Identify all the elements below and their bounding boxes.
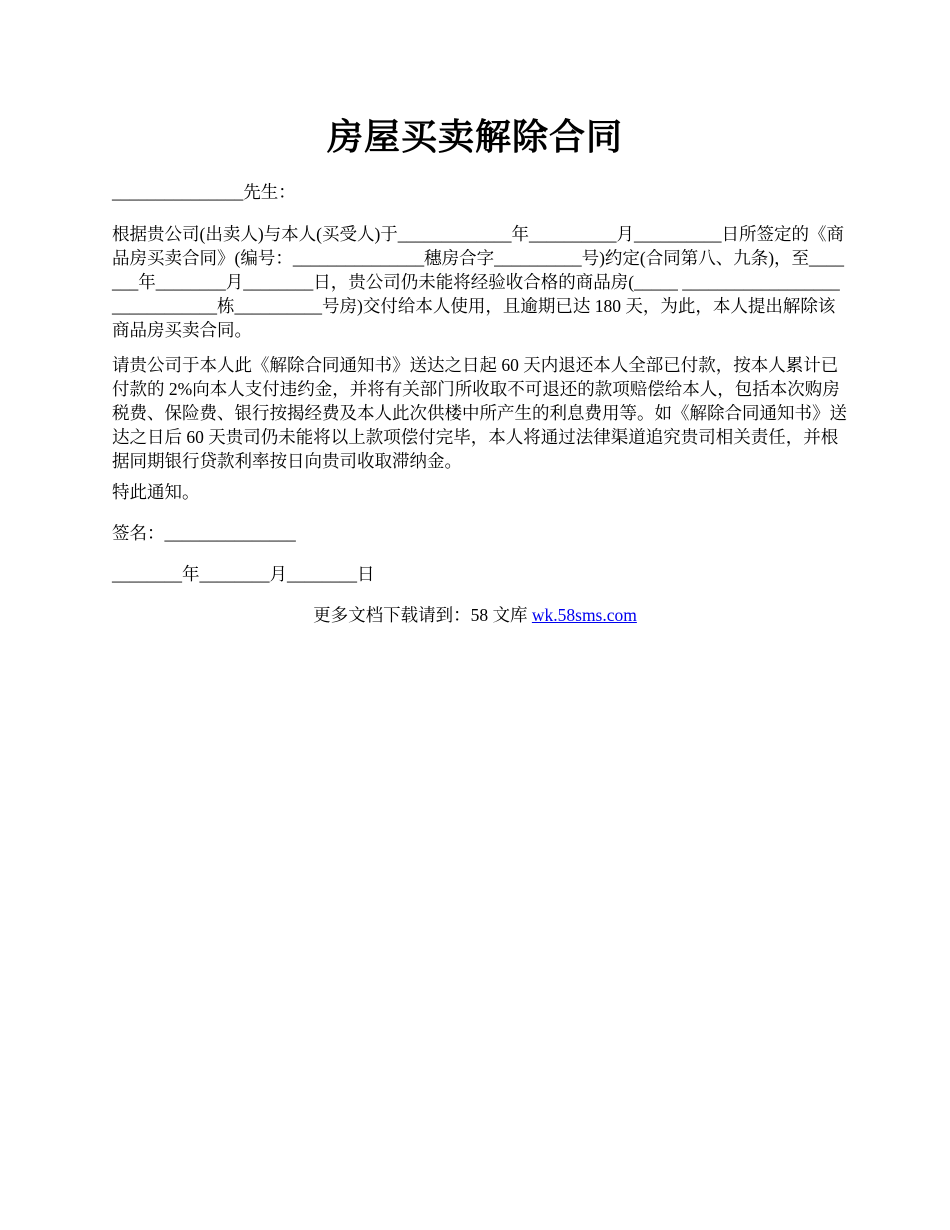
document-title: 房屋买卖解除合同 bbox=[326, 117, 623, 157]
footer-download-note bbox=[0, 603, 950, 627]
footer-link[interactable]: wk.58sms.com bbox=[531, 605, 637, 625]
contract-paragraph-1: 根据贵公司(出卖人)与本人(买受人)于_____________年__________月__________日所签定的《商品房买卖合同》(编号：_______________穗房合字__________号)约定(合同第八、九条)，至_______年________月________日，贵公司仍未能将经验收合格的商品房(_____ ______________________________栋__________号房)交付给本人使用，且逾期已达 180 天，为此，本人提出解除该商品房买卖合同。 bbox=[112, 224, 845, 340]
signature-line: 签名：_______________ bbox=[112, 523, 296, 543]
footer-prefix-text: 更多文档下载请到：58 文库 bbox=[313, 605, 532, 625]
greeting-line: _______________先生： bbox=[112, 182, 296, 202]
date-line: ________年________月________日 bbox=[112, 564, 375, 584]
notice-line: 特此通知。 bbox=[112, 482, 200, 502]
contract-paragraph-2: 请贵公司于本人此《解除合同通知书》送达之日起 60 天内退还本人全部已付款，按本人累计已付款的 2%向本人支付违约金，并将有关部门所收取不可退还的款项赔偿给本人，包括本次购房税费、保险费、银行按揭经费及本人此次供楼中所产生的利息费用等。如《解除合同通知书》送达之日后 60 天贵司仍未能将以上款项偿付完毕，本人将通过法律渠道追究贵司相关责任，并根据同期银行贷款利率按日向贵司收取滞纳金。 bbox=[112, 355, 847, 471]
